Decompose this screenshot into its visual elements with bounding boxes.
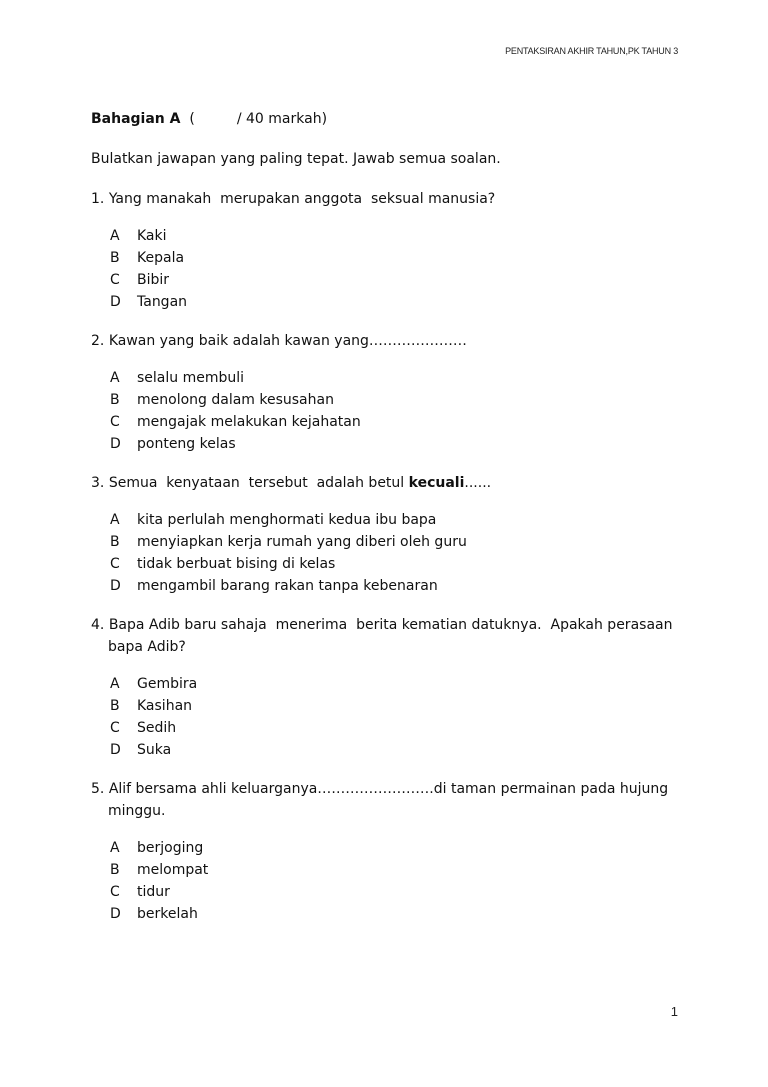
option-text: ponteng kelas — [137, 436, 236, 452]
option-c[interactable] — [110, 553, 691, 575]
question-number: 1. — [91, 191, 105, 207]
option-b[interactable] — [110, 247, 691, 269]
option-text: tidak berbuat bising di kelas — [137, 556, 336, 572]
option-letter: D — [110, 906, 121, 922]
option-text: menyiapkan kerja rumah yang diberi oleh guru — [137, 534, 467, 550]
option-text: Kasihan — [137, 698, 193, 714]
page-header: PENTAKSIRAN AKHIR TAHUN,PK TAHUN 3 — [505, 46, 678, 56]
option-b[interactable] — [110, 531, 691, 553]
option-c[interactable] — [110, 717, 691, 739]
option-letter: D — [110, 436, 121, 452]
instruction-text: Bulatkan jawapan yang paling tepat. Jawab semua soalan. — [91, 151, 501, 167]
option-a[interactable] — [110, 509, 691, 531]
option-letter: B — [110, 250, 120, 266]
option-text: Kaki — [137, 228, 167, 244]
question-text: 4. Bapa Adib baru sahaja menerima berita kematian datuknya. Apakah perasaan bapa Adib? — [91, 617, 677, 655]
answer-options — [110, 509, 691, 597]
question-number: 4. — [91, 617, 105, 633]
option-c[interactable] — [110, 411, 691, 433]
option-a[interactable] — [110, 837, 691, 859]
option-a[interactable] — [110, 367, 691, 389]
option-letter: A — [110, 370, 120, 386]
option-letter: D — [110, 294, 121, 310]
answer-options — [110, 367, 691, 455]
option-text: tidur — [137, 884, 170, 900]
question-3 — [91, 472, 691, 597]
option-letter: B — [110, 534, 120, 550]
option-text: menolong dalam kesusahan — [137, 392, 334, 408]
answer-options — [110, 673, 691, 761]
question-5 — [91, 778, 691, 925]
option-letter: C — [110, 720, 120, 736]
option-letter: A — [110, 512, 120, 528]
option-b[interactable] — [110, 389, 691, 411]
option-c[interactable] — [110, 269, 691, 291]
option-text: Tangan — [137, 294, 188, 310]
option-text: berkelah — [137, 906, 198, 922]
option-letter: B — [110, 392, 120, 408]
option-d[interactable] — [110, 739, 691, 761]
option-d[interactable] — [110, 433, 691, 455]
question-number: 2. — [91, 333, 105, 349]
marks-total: / 40 markah) — [236, 111, 328, 127]
option-text: melompat — [137, 862, 209, 878]
option-text: Bibir — [137, 272, 170, 288]
question-number: 5. — [91, 781, 105, 797]
option-text: selalu membuli — [137, 370, 245, 386]
option-letter: D — [110, 742, 121, 758]
option-letter: C — [110, 556, 120, 572]
option-text: mengajak melakukan kejahatan — [137, 414, 361, 430]
option-letter: A — [110, 228, 120, 244]
option-b[interactable] — [110, 859, 691, 881]
answer-options — [110, 225, 691, 313]
emphasis-word: kecuali — [408, 475, 465, 491]
section-name: Bahagian A — [91, 111, 181, 127]
question-text: 2. Kawan yang baik adalah kawan yang………………… — [91, 333, 467, 349]
option-text: berjoging — [137, 840, 204, 856]
option-a[interactable] — [110, 225, 691, 247]
marks-open: ( — [189, 111, 195, 127]
option-text: Kepala — [137, 250, 185, 266]
option-d[interactable] — [110, 291, 691, 313]
option-letter: C — [110, 884, 120, 900]
option-text: Suka — [137, 742, 172, 758]
option-text: Gembira — [137, 676, 198, 692]
document-body — [91, 108, 691, 942]
option-c[interactable] — [110, 881, 691, 903]
question-number: 3. — [91, 475, 105, 491]
option-d[interactable] — [110, 903, 691, 925]
option-letter: A — [110, 676, 120, 692]
option-a[interactable] — [110, 673, 691, 695]
answer-options — [110, 837, 691, 925]
section-title — [91, 108, 691, 130]
question-1 — [91, 188, 691, 313]
question-text: 3. Semua kenyataan tersebut adalah betul kecuali...... — [91, 475, 492, 491]
option-letter: D — [110, 578, 121, 594]
option-d[interactable] — [110, 575, 691, 597]
option-letter: B — [110, 862, 120, 878]
question-4 — [91, 614, 691, 761]
question-text: 5. Alif bersama ahli keluarganya…………………….di taman permainan pada hujung minggu. — [91, 781, 673, 819]
option-letter: C — [110, 272, 120, 288]
option-letter: B — [110, 698, 120, 714]
option-b[interactable] — [110, 695, 691, 717]
question-2 — [91, 330, 691, 455]
option-letter: A — [110, 840, 120, 856]
option-text: kita perlulah menghormati kedua ibu bapa — [137, 512, 437, 528]
option-letter: C — [110, 414, 120, 430]
page-number: 1 — [670, 1004, 678, 1019]
option-text: Sedih — [137, 720, 177, 736]
question-text: 1. Yang manakah merupakan anggota seksual manusia? — [91, 191, 496, 207]
option-text: mengambil barang rakan tanpa kebenaran — [137, 578, 438, 594]
